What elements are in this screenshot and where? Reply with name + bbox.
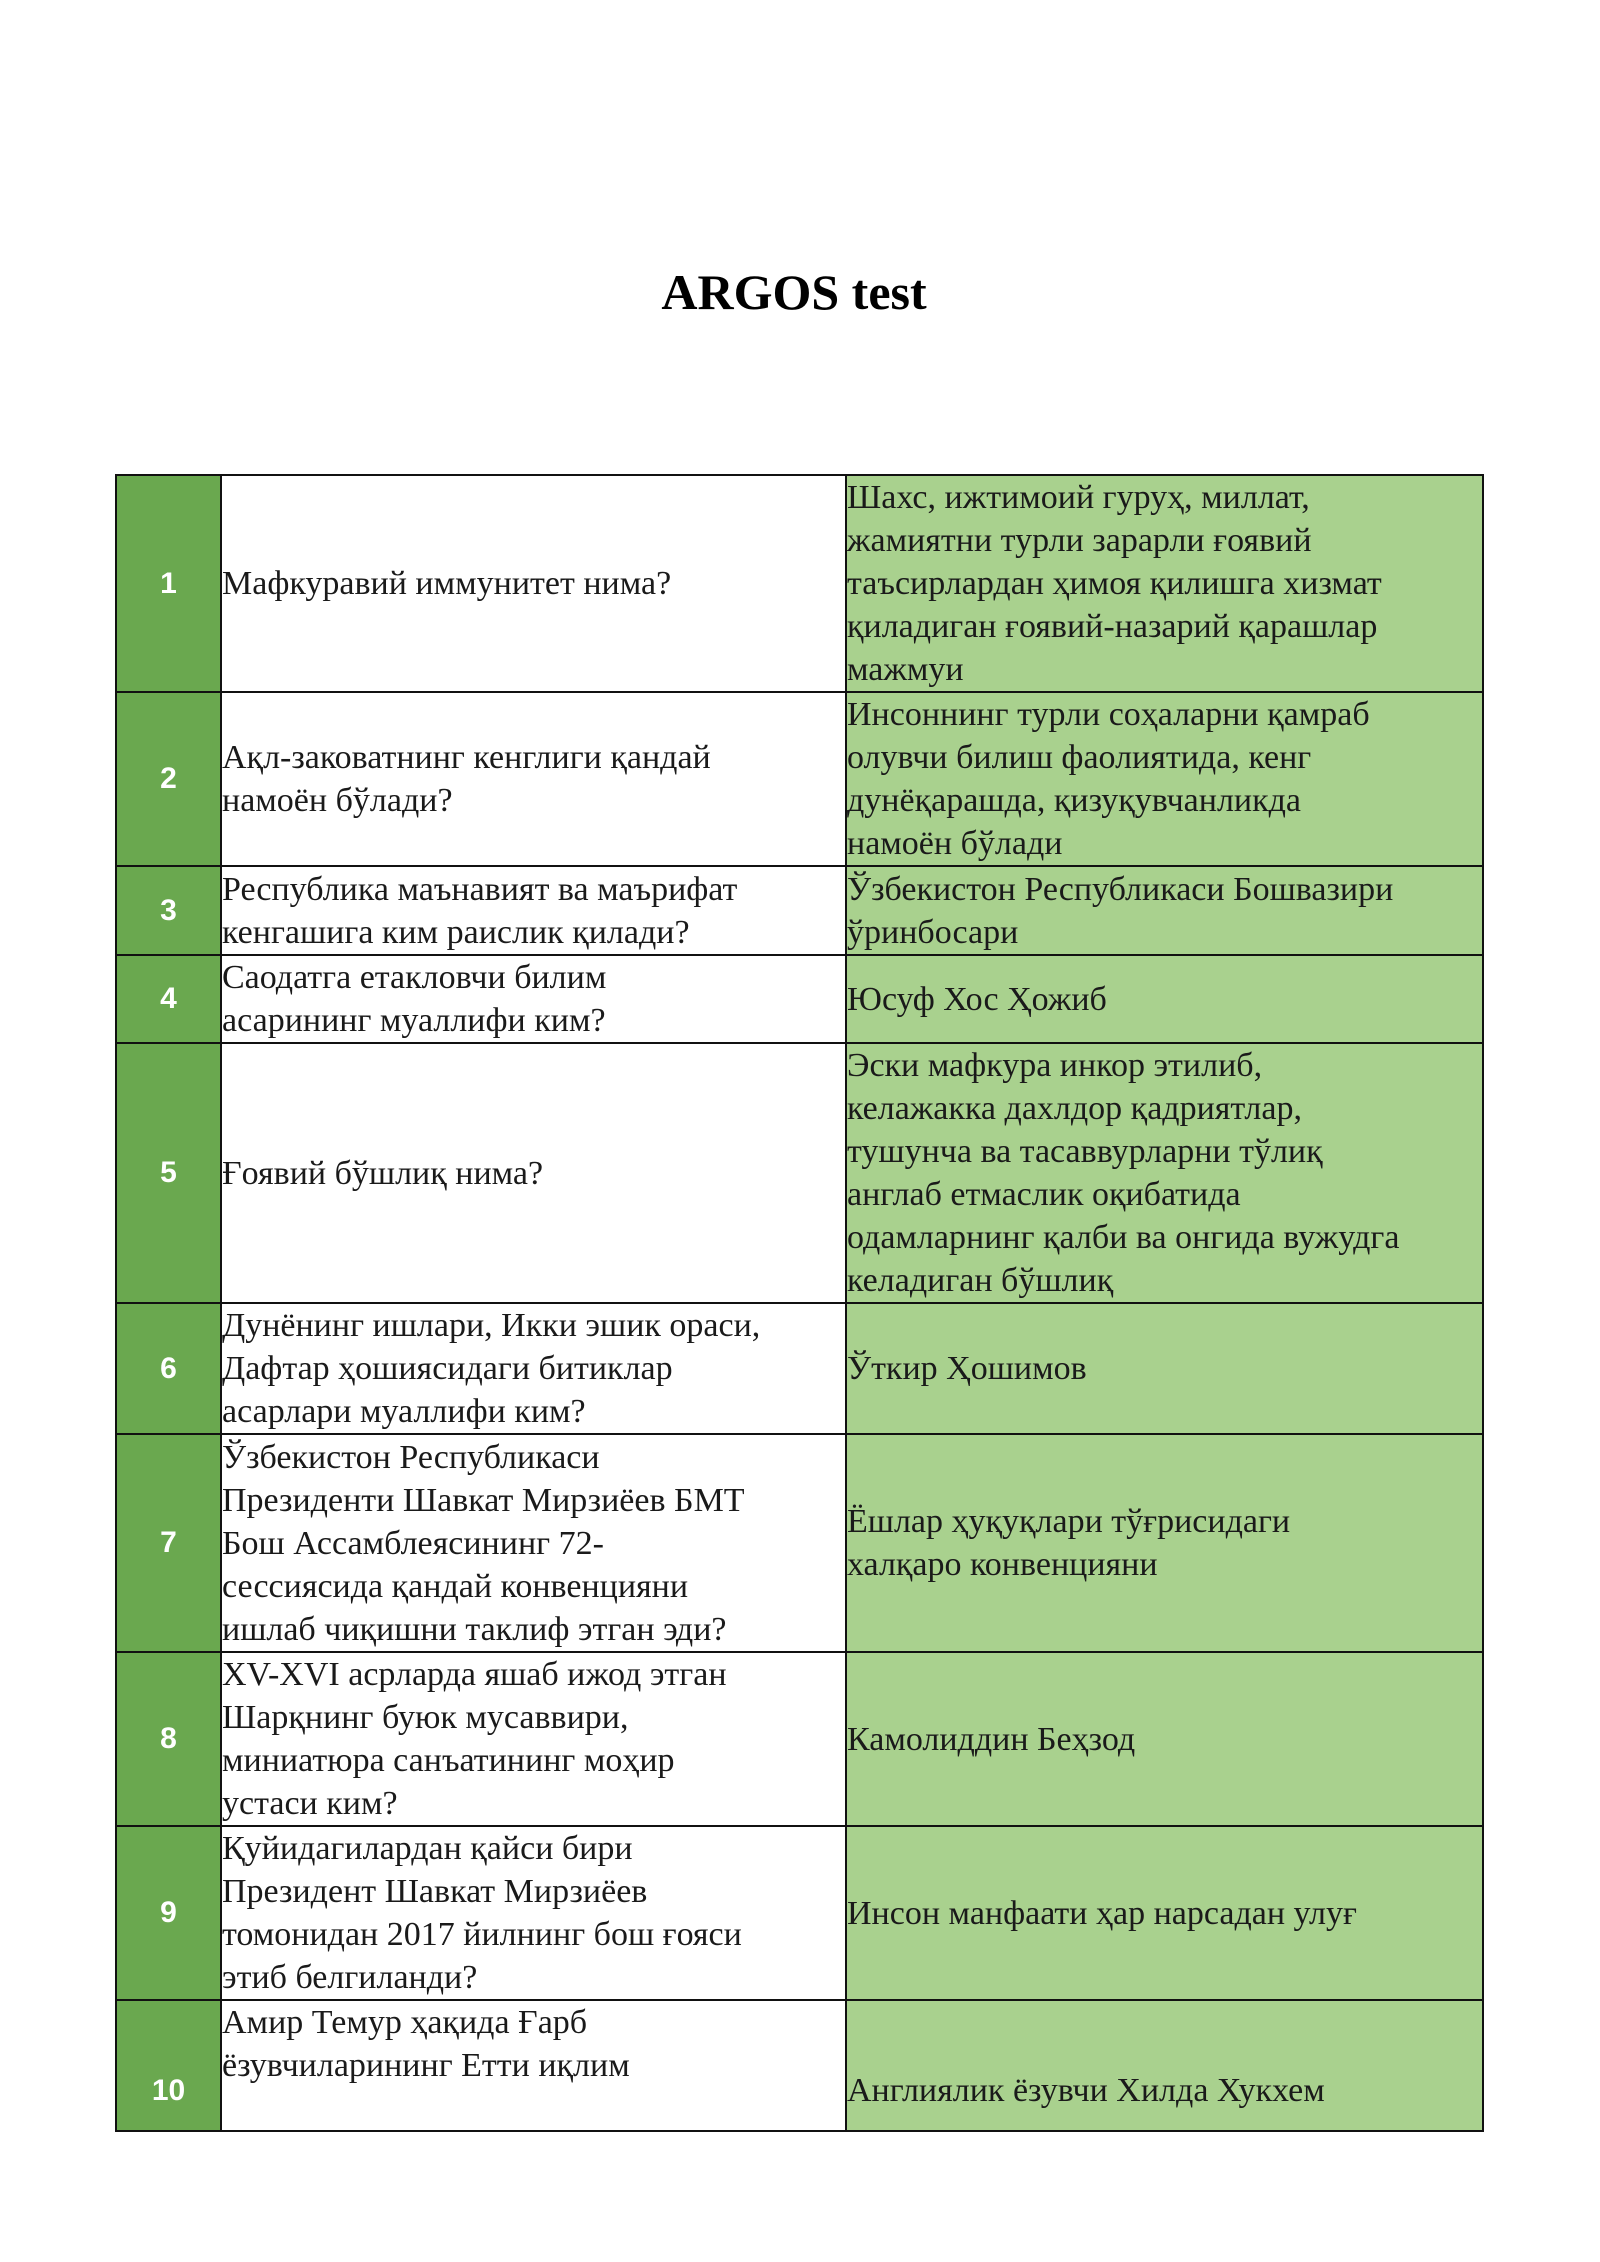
row-number: 8 (116, 1652, 221, 1826)
answer-text: Юсуф Хос Ҳожиб (847, 980, 1107, 1018)
question-cell (221, 1043, 846, 1303)
table-row (116, 475, 1483, 692)
row-number: 7 (116, 1434, 221, 1652)
row-number: 6 (116, 1303, 221, 1434)
question-cell (221, 692, 846, 866)
question-text: Дунёнинг ишлари, Икки эшик ораси, Дафтар ҳошиясидаги битиклар асарлари муаллифи ким? (222, 1307, 761, 1430)
document-title: ARGOS test (661, 264, 927, 320)
question-cell (221, 1652, 846, 1826)
question-text: Саодатга етакловчи билим асарининг муаллифи ким? (222, 959, 607, 1039)
answer-text: Ўткир Ҳошимов (847, 1350, 1087, 1387)
answer-text: Инсоннинг турли соҳаларни қамраб олувчи билиш фаолиятида, кенг дунёқарашда, қизуқувчанликда намоён бўлади (847, 696, 1370, 862)
answer-cell (846, 692, 1483, 866)
question-text: Амир Темур ҳақида Ғарб ёзувчиларининг Етти иқлим (222, 2004, 630, 2084)
table-row (116, 1652, 1483, 1826)
table-row (116, 955, 1483, 1043)
answer-text: Камолиддин Беҳзод (847, 1720, 1136, 1758)
row-number: 2 (116, 692, 221, 866)
table-row (116, 1043, 1483, 1303)
answer-cell (846, 1652, 1483, 1826)
row-number: 5 (116, 1043, 221, 1303)
row-number: 4 (116, 955, 221, 1043)
answer-cell (846, 866, 1483, 955)
row-number: 9 (116, 1826, 221, 2000)
row-number: 3 (116, 866, 221, 955)
question-text: Ақл-заковатнинг кенглиги қандай намоён бўлади? (222, 739, 711, 819)
answer-text: Ўзбекистон Республикаси Бошвазири ўринбосари (847, 870, 1394, 951)
question-cell (221, 1303, 846, 1434)
question-text: Қуйидагилардан қайси бири Президент Шавкат Мирзиёев томонидан 2017 йилнинг бош ғояси этиб белгиланди? (222, 1830, 742, 1996)
question-cell (221, 1826, 846, 2000)
answer-text: Эски мафкура инкор этилиб, келажакка дахлдор қадриятлар, тушунча ва тасаввурларни тўлиқ англаб етмаслик оқибатида одамларнинг қалби ва онгида вужудга келадиган бўшлиқ (847, 1047, 1400, 1299)
question-text: Мафкуравий иммунитет нима? (222, 565, 672, 602)
table-row (116, 1434, 1483, 1652)
answer-text: Ёшлар ҳуқуқлари тўғрисидаги халқаро конвенцияни (847, 1503, 1291, 1583)
row-number: 10 (116, 2000, 221, 2131)
question-text: Республика маънавият ва маърифат кенгашига ким раислик қилади? (222, 870, 738, 951)
answer-cell (846, 1043, 1483, 1303)
question-cell (221, 1434, 846, 1652)
answer-cell (846, 1303, 1483, 1434)
answer-text: Инсон манфаати ҳар нарсадан улуғ (847, 1894, 1357, 1932)
question-cell (221, 475, 846, 692)
answer-text: Англиялик ёзувчи Хилда Хукхем (847, 2072, 1325, 2109)
answer-cell (846, 1434, 1483, 1652)
table-row (116, 1303, 1483, 1434)
table-row (116, 1826, 1483, 2000)
question-text: Ўзбекистон Республикаси Президенти Шавкат Мирзиёев БМТ Бош Ассамблеясининг 72- сессиясида қандай конвенцияни ишлаб чиқишни таклиф этган эди? (222, 1438, 745, 1648)
question-cell (221, 955, 846, 1043)
table-row (116, 2000, 1483, 2131)
row-number: 1 (116, 475, 221, 692)
answer-text: Шахс, ижтимоий гуруҳ, миллат, жамиятни турли зарарли ғоявий таъсирлардан ҳимоя қилишга хизмат қиладиган ғоявий-назарий қарашлар мажмуи (847, 479, 1382, 688)
question-cell (221, 866, 846, 955)
qa-table (115, 474, 1484, 2132)
answer-cell (846, 2000, 1483, 2131)
question-cell (221, 2000, 846, 2131)
table-row (116, 692, 1483, 866)
answer-cell (846, 1826, 1483, 2000)
answer-cell (846, 955, 1483, 1043)
answer-cell (846, 475, 1483, 692)
table-row (116, 866, 1483, 955)
question-text: Ғоявий бўшлиқ нима? (222, 1154, 544, 1192)
question-text: XV-XVI асрларда яшаб ижод этган Шарқнинг буюк мусаввири, миниатюра санъатининг моҳир устаси ким? (222, 1656, 727, 1822)
